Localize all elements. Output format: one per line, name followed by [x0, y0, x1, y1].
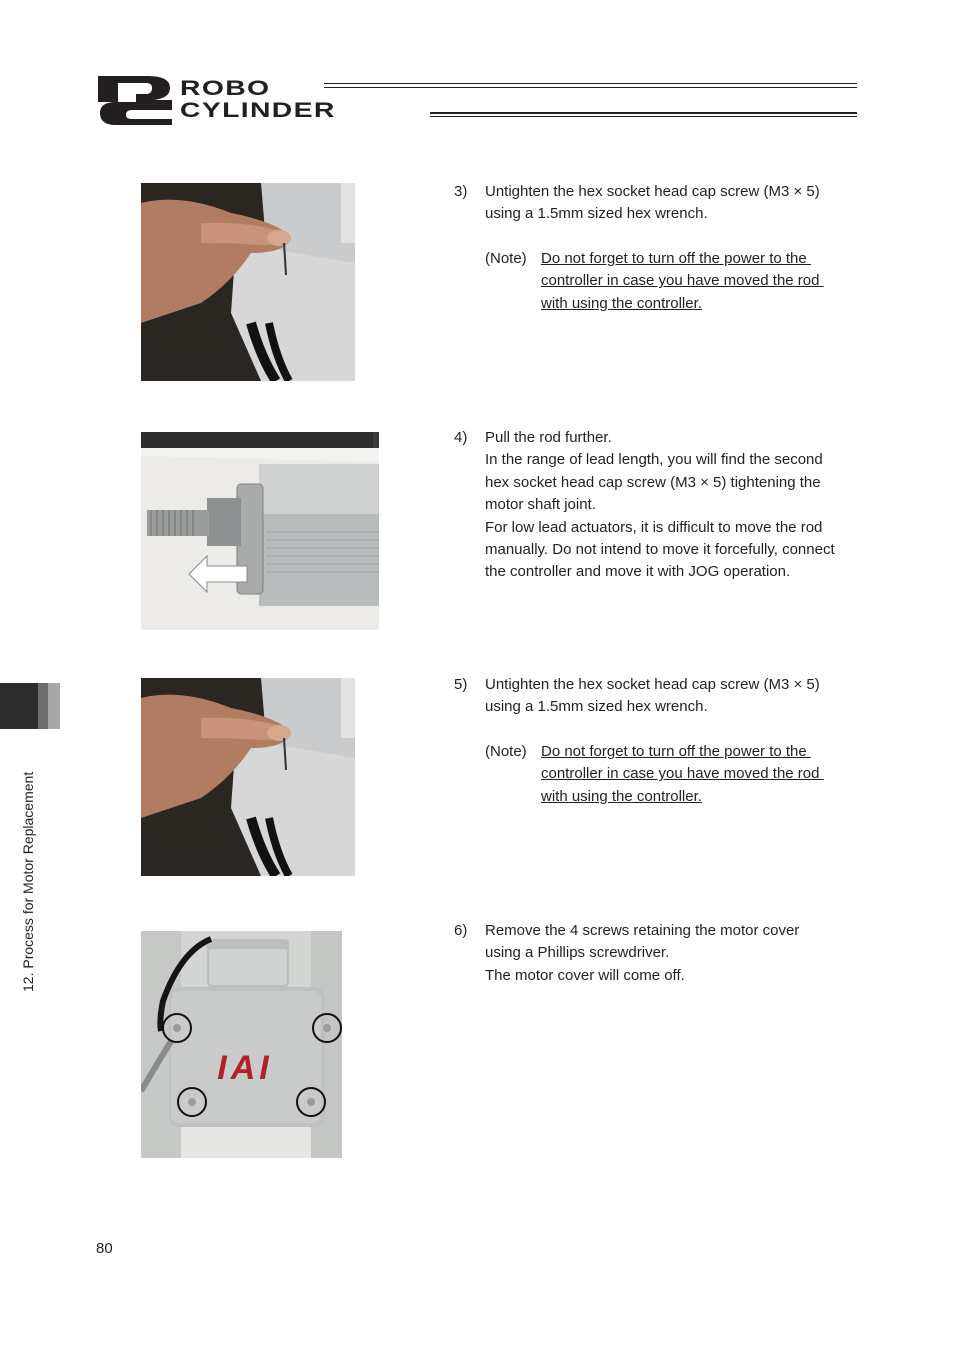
step5-note-label: (Note)	[485, 743, 527, 760]
step5-note-line: with using the controller.	[541, 787, 702, 805]
step5-note-line: Do not forget to turn off the power to the	[541, 743, 811, 760]
step3-line: using a 1.5mm sized hex wrench.	[485, 205, 708, 223]
step6-line: The motor cover will come off.	[485, 966, 685, 984]
rod-pull-image	[141, 432, 379, 630]
step4-line: For low lead actuators, it is difficult to move the rod	[485, 518, 823, 536]
step3-line: Untighten the hex socket head cap screw (M3 × 5)	[485, 183, 820, 200]
header-rule-top-2	[324, 87, 857, 88]
motor-cover-image	[141, 931, 342, 1158]
chapter-tab-mid	[38, 683, 48, 729]
step4-number: 4)	[454, 429, 468, 446]
step4-line: In the range of lead length, you will find the second	[485, 451, 823, 469]
step3-number: 3)	[454, 183, 468, 200]
header-rule-bottom-1	[430, 112, 857, 114]
step3-note-label: (Note)	[485, 250, 527, 267]
chapter-side-label: 12. Process for Motor Replacement	[20, 771, 36, 992]
chapter-tab-light	[48, 683, 60, 729]
step6-text	[485, 920, 865, 987]
step6-photo	[141, 931, 342, 1158]
header-rule-bottom-2	[430, 116, 857, 117]
rc-logo-mark-icon	[96, 74, 174, 126]
chapter-tab-dark	[0, 683, 38, 729]
step4-photo	[141, 432, 379, 630]
logo-cylinder-text: CYLINDER	[180, 99, 336, 122]
step3-note-line: controller in case you have moved the rod	[541, 272, 824, 290]
step3-photo	[141, 183, 355, 381]
step3-note-text	[541, 248, 861, 315]
step4-text	[485, 427, 865, 584]
step4-line: hex socket head cap screw (M3 × 5) tightening the	[485, 473, 821, 491]
step6-number: 6)	[454, 922, 468, 939]
iai-brand-label: IAI	[217, 1049, 273, 1087]
step5-photo	[141, 678, 355, 876]
step3-text	[485, 181, 865, 226]
header	[0, 0, 954, 140]
step5-note-text	[541, 741, 861, 808]
hand-wrench-image	[141, 183, 355, 381]
step4-line: manually. Do not intend to move it forcefully, connect	[485, 541, 835, 559]
step6-line: using a Phillips screwdriver.	[485, 944, 670, 962]
step5-line: using a 1.5mm sized hex wrench.	[485, 698, 708, 716]
header-rule-top-1	[324, 83, 857, 84]
step4-line: Pull the rod further.	[485, 429, 612, 446]
step5-line: Untighten the hex socket head cap screw (M3 × 5)	[485, 676, 820, 693]
step5-text	[485, 674, 865, 719]
step6-line: Remove the 4 screws retaining the motor cover	[485, 922, 800, 939]
step5-number: 5)	[454, 676, 468, 693]
step5-note-line: controller in case you have moved the rod	[541, 765, 824, 783]
step3-note-line: with using the controller.	[541, 294, 702, 312]
hand-wrench-image	[141, 678, 355, 876]
step4-line: motor shaft joint.	[485, 496, 596, 514]
page-number: 80	[96, 1240, 113, 1257]
step3-note-line: Do not forget to turn off the power to the	[541, 250, 811, 267]
logo-robo-text: ROBO	[180, 77, 271, 100]
step4-line: the controller and move it with JOG operation.	[485, 563, 791, 581]
